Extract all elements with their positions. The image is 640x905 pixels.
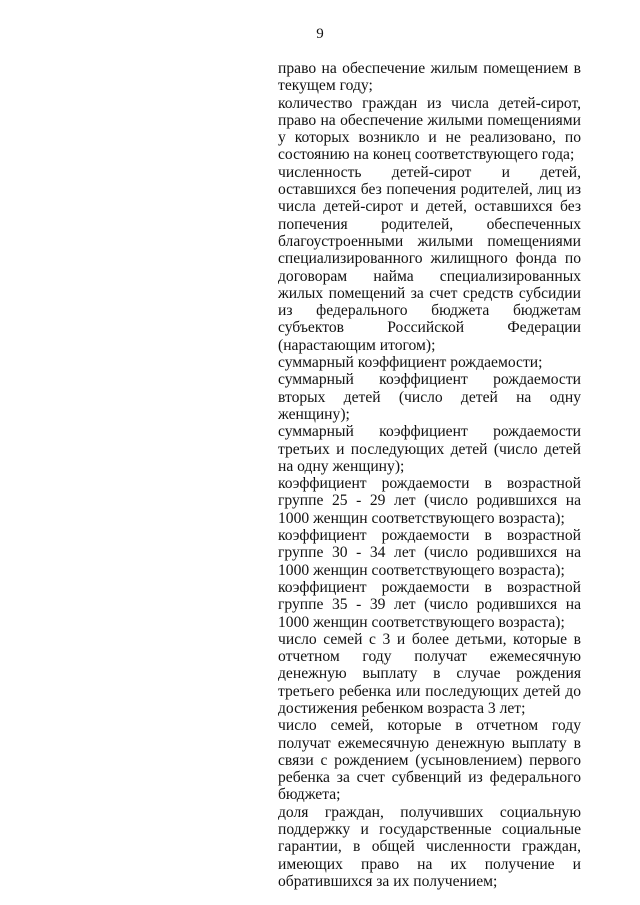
document-body xyxy=(278,60,581,890)
paragraph-10: число семей с 3 и более детьми, которые в отчетном году получат ежемесячную денежную выплату в случае рождения третьего ребенка или последующих детей до достижения ребенком возраста 3 лет; xyxy=(278,630,581,717)
paragraph-3: численность детей-сирот и детей, оставшихся без попечения родителей, лиц из числа детей-сирот и детей, оставшихся без попечения родителей, обеспеченных благоустроенными жилыми помещениями специализированного жилищного фонда по договорам найма специализированных жилых помещений за счет средств субсидии из федерального бюджета бюджетам субъектов Российской Федерации (нарастающим итогом); xyxy=(278,163,581,354)
paragraph-7: коэффициент рождаемости в возрастной группе 25 - 29 лет (число родившихся на 1000 женщин соответствующего возраста); xyxy=(278,475,581,527)
paragraph-12: доля граждан, получивших социальную поддержку и государственные социальные гарантии, в общей численности граждан, имеющих право на их получение и обратившихся за их получением; xyxy=(278,803,581,890)
paragraph-9: коэффициент рождаемости в возрастной группе 35 - 39 лет (число родившихся на 1000 женщин соответствующего возраста); xyxy=(278,578,581,631)
paragraph-11: число семей, которые в отчетном году получат ежемесячную денежную выплату в связи с рождением (усыновлением) первого ребенка за счет субвенций из федерального бюджета; xyxy=(278,717,581,804)
paragraph-1: право на обеспечение жилым помещением в текущем году; xyxy=(278,60,581,95)
page-number: 9 xyxy=(316,26,324,42)
paragraph-5: суммарный коэффициент рождаемости вторых детей (число детей на одну женщину); xyxy=(278,371,581,423)
paragraph-6: суммарный коэффициент рождаемости третьих и последующих детей (число детей на одну женщину); xyxy=(278,423,581,475)
paragraph-2: количество граждан из числа детей-сирот, право на обеспечение жилыми помещениями у которых возникло и не реализовано, по состоянию на конец соответствующего года; xyxy=(278,94,581,164)
paragraph-8: коэффициент рождаемости в возрастной группе 30 - 34 лет (число родившихся на 1000 женщин соответствующего возраста); xyxy=(278,527,581,579)
paragraph-4: суммарный коэффициент рождаемости; xyxy=(278,354,543,372)
